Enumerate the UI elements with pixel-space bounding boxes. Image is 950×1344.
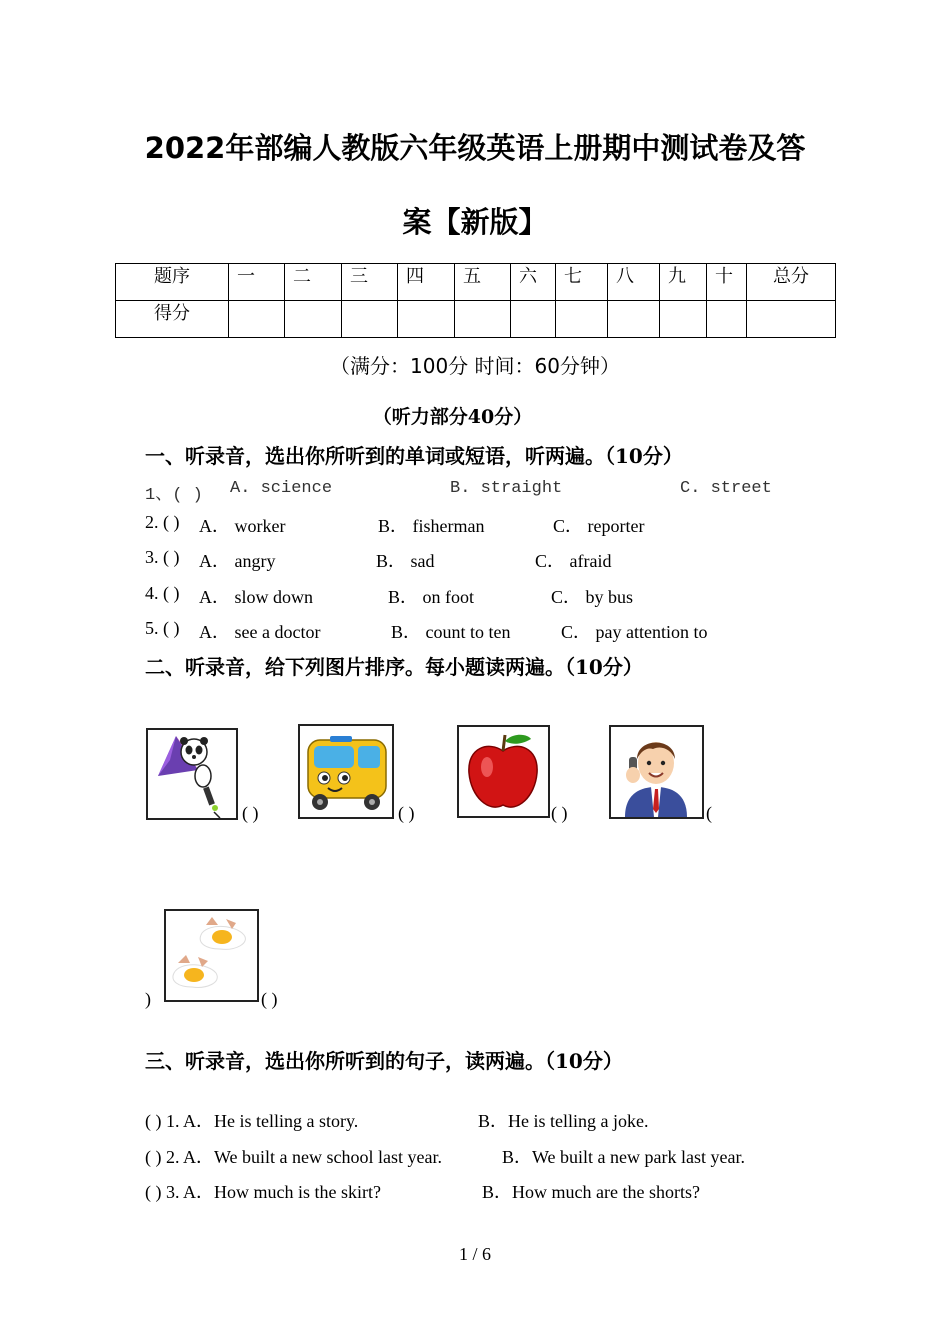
answer-paren-1[interactable]: ( ) (242, 803, 259, 823)
s1-q5-num: 5. ( ) (145, 618, 180, 638)
score-cell[interactable] (660, 301, 707, 338)
s1-q1-num: 1、( ) (145, 486, 203, 505)
answer-paren-4-open[interactable]: ( (706, 803, 712, 823)
s1-q2-b: B． fisherman (378, 516, 485, 536)
score-cell[interactable] (455, 301, 511, 338)
s1-q4-b: B． on foot (388, 587, 475, 607)
score-label-cell: 得分 (116, 301, 229, 338)
s1-q1-c: C. street (680, 479, 772, 498)
header-cell: 三 (342, 264, 398, 301)
page-number: 1 / 6 (458, 1244, 491, 1264)
header-cell: 二 (285, 264, 342, 301)
kite-panda-picture (146, 728, 238, 820)
s3-q1-b: B．He is telling a joke. (478, 1111, 649, 1131)
header-cell: 总分 (747, 264, 836, 301)
s3-q3-a: ( ) 3. A．How much is the skirt? (145, 1182, 381, 1202)
page-title-line1: 2022年部编人教版六年级英语上册期中测试卷及答 (144, 131, 806, 165)
exam-info: （满分：100分 时间：60分钟） (330, 354, 620, 378)
score-cell[interactable] (747, 301, 836, 338)
s3-q2-a: ( ) 2. A．We built a new school last year. (145, 1147, 442, 1167)
s1-q5-b: B． count to ten (391, 622, 511, 642)
header-cell: 九 (660, 264, 707, 301)
header-cell: 七 (556, 264, 608, 301)
header-cell: 八 (608, 264, 660, 301)
header-cell: 题序 (116, 264, 229, 301)
score-cell[interactable] (229, 301, 285, 338)
section2-heading: 二、听录音，给下列图片排序。每小题读两遍。（10分） (145, 655, 643, 679)
man-on-phone-icon (611, 727, 702, 817)
answer-paren-5[interactable]: ( ) (261, 989, 278, 1009)
header-cell: 五 (455, 264, 511, 301)
score-cell[interactable] (398, 301, 455, 338)
score-cell[interactable] (285, 301, 342, 338)
fried-eggs-picture (164, 909, 259, 1002)
yellow-bus-picture (298, 724, 394, 819)
header-cell: 四 (398, 264, 455, 301)
s1-q2-a: A． worker (199, 516, 286, 536)
s1-q2-num: 2. ( ) (145, 512, 180, 532)
eggs-icon (166, 911, 257, 1000)
s1-q3-a: A． angry (199, 551, 276, 571)
s3-q1-a: ( ) 1. A．He is telling a story. (145, 1111, 359, 1131)
man-on-phone-picture (609, 725, 704, 819)
section1-heading: 一、听录音，选出你所听到的单词或短语，听两遍。（10分） (145, 444, 683, 468)
s1-q2-c: C． reporter (553, 516, 645, 536)
s1-q4-num: 4. ( ) (145, 583, 180, 603)
apple-icon (459, 727, 548, 816)
score-cell[interactable] (342, 301, 398, 338)
header-cell: 一 (229, 264, 285, 301)
s3-q3-b: B．How much are the shorts? (482, 1182, 700, 1202)
s1-q3-b: B． sad (376, 551, 435, 571)
score-table-header-row (116, 264, 836, 301)
s1-q3-num: 3. ( ) (145, 547, 180, 567)
s1-q4-c: C． by bus (551, 587, 634, 607)
header-cell: 六 (511, 264, 556, 301)
s1-q5-c: C． pay attention to (561, 622, 708, 642)
header-cell: 十 (707, 264, 747, 301)
score-cell[interactable] (556, 301, 608, 338)
score-table (115, 263, 836, 338)
s1-q3-c: C． afraid (535, 551, 612, 571)
answer-paren-2[interactable]: ( ) (398, 803, 415, 823)
listening-heading: （听力部分40分） (372, 406, 533, 428)
score-cell[interactable] (707, 301, 747, 338)
red-apple-picture (457, 725, 550, 818)
s1-q1-a: A. science (230, 479, 333, 498)
answer-paren-4-close[interactable]: ) (145, 989, 151, 1009)
bus-icon (300, 726, 392, 817)
s3-q2-b: B．We built a new park last year. (502, 1147, 745, 1167)
answer-paren-3[interactable]: ( ) (551, 803, 568, 823)
section3-heading: 三、听录音，选出你所听到的句子，读两遍。（10分） (145, 1049, 623, 1073)
score-cell[interactable] (608, 301, 660, 338)
s1-q1-b: B. straight (450, 479, 563, 498)
kite-icon (148, 730, 236, 818)
page-title-line2: 案【新版】 (402, 205, 548, 239)
score-table-score-row (116, 301, 836, 338)
s1-q5-a: A． see a doctor (199, 622, 321, 642)
s1-q4-a: A． slow down (199, 587, 314, 607)
score-cell[interactable] (511, 301, 556, 338)
